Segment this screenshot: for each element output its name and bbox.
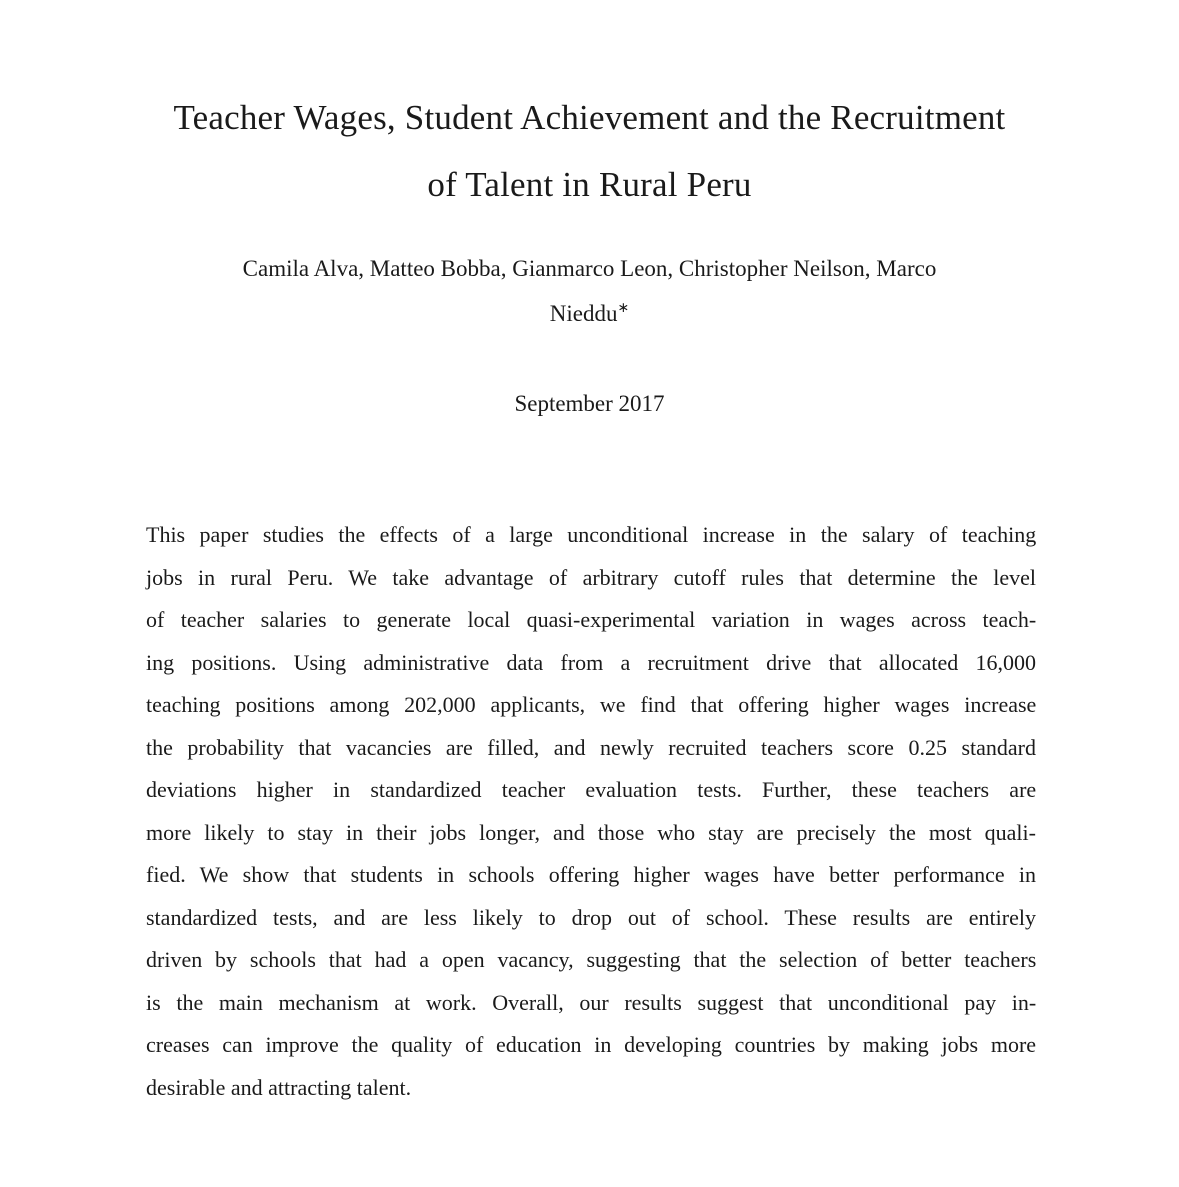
abstract-line: deviations higher in standardized teacher evaluation tests. Further, these teachers are: [146, 777, 1037, 802]
abstract-line: teaching positions among 202,000 applicants, we find that offering higher wages increase: [146, 692, 1037, 717]
author-name-nieddu: Nieddu: [549, 301, 618, 326]
paper-title-line-1: Teacher Wages, Student Achievement and the Recruitment: [173, 98, 1006, 137]
abstract-line: creases can improve the quality of education in developing countries by making jobs more: [146, 1032, 1037, 1057]
footnote-mark: ∗: [617, 301, 630, 316]
abstract-line: of teacher salaries to generate local quasi-experimental variation in wages across teach-: [146, 607, 1037, 632]
abstract-line: desirable and attracting talent.: [146, 1074, 412, 1100]
paper-title-line-2: of Talent in Rural Peru: [427, 165, 752, 204]
publication-date: September 2017: [514, 391, 665, 416]
abstract-line: This paper studies the effects of a large unconditional increase in the salary of teaching: [146, 522, 1037, 547]
abstract-line: driven by schools that had a open vacancy, suggesting that the selection of better teachers: [146, 947, 1037, 972]
abstract-line: fied. We show that students in schools offering higher wages have better performance in: [146, 862, 1036, 887]
abstract-line: standardized tests, and are less likely to drop out of school. These results are entirely: [146, 904, 1036, 930]
authors-line-1: Camila Alva, Matteo Bobba, Gianmarco Leon, Christopher Neilson, Marco: [242, 256, 937, 281]
abstract-line: more likely to stay in their jobs longer, and those who stay are precisely the most quali-: [146, 819, 1036, 845]
abstract: [146, 514, 1036, 1109]
abstract-line: ing positions. Using administrative data from a recruitment drive that allocated 16,000: [146, 649, 1036, 675]
abstract-line: is the main mechanism at work. Overall, our results suggest that unconditional pay in-: [146, 989, 1037, 1015]
authors-line-2: [0, 300, 1179, 327]
abstract-line: jobs in rural Peru. We take advantage of arbitrary cutoff rules that determine the level: [146, 564, 1036, 590]
abstract-line: the probability that vacancies are filled, and newly recruited teachers score 0.25 standard: [146, 734, 1036, 760]
